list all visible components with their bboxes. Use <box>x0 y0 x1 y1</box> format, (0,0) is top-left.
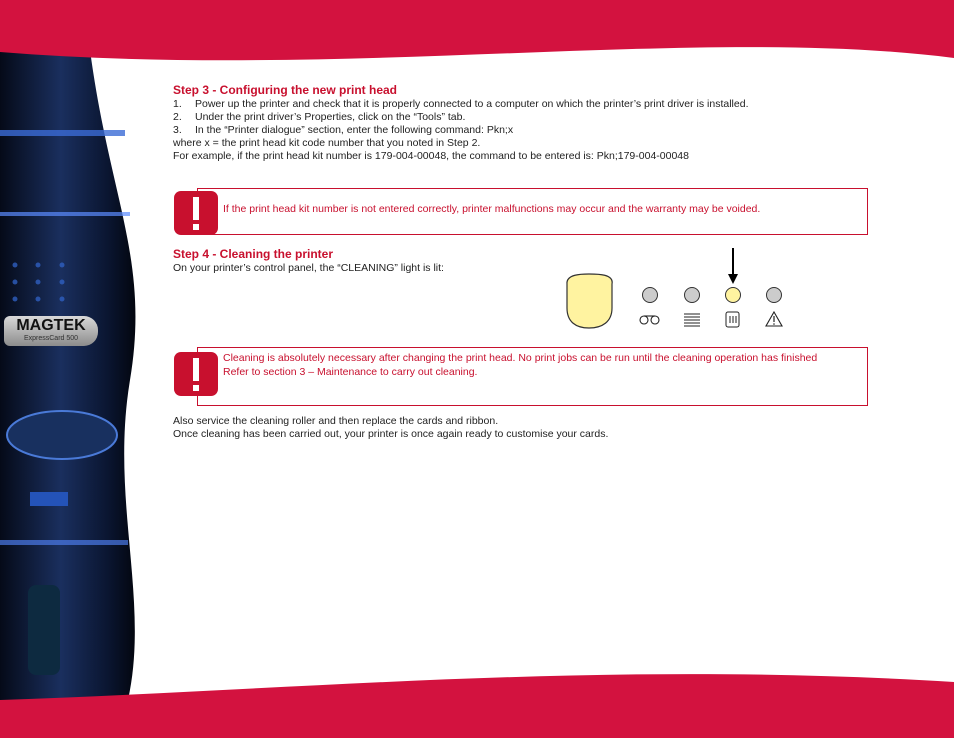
warning-box-2 <box>197 347 868 406</box>
step4-title: Step 4 - Cleaning the printer <box>173 247 334 261</box>
example-line: For example, if the print head kit number is 179-004-00048, the command to be entered is: Pkn;179-004-00048 <box>173 150 689 162</box>
step4-intro: On your printer’s control panel, the “CLEANING” light is lit: <box>173 262 444 274</box>
list-text: In the “Printer dialogue” section, enter the following command: Pkn;x <box>195 124 514 136</box>
bottom-banner <box>0 674 954 738</box>
warning-icon <box>766 312 782 326</box>
warning-box-1 <box>197 188 868 235</box>
step3-title: Step 3 - Configuring the new print head <box>173 83 397 97</box>
warning-text-1: If the print head kit number is not entered correctly, printer malfunctions may occur and the warranty may be voided. <box>223 203 761 215</box>
printer-photo <box>0 50 135 700</box>
list-text: Under the print driver’s Properties, click on the “Tools” tab. <box>195 111 466 123</box>
list-text: Power up the printer and check that it is properly connected to a computer on which the printer’s print driver is installed. <box>195 98 749 110</box>
panel-main-button <box>567 274 612 328</box>
list-item <box>173 124 873 137</box>
cleaning-icon <box>726 312 739 327</box>
card-light <box>685 288 700 303</box>
brand-logo <box>4 316 98 346</box>
closing-line-2: Once cleaning has been carried out, your printer is once again ready to customise your cards. <box>173 428 609 440</box>
brand-model: ExpressCard 500 <box>23 335 79 342</box>
top-banner <box>0 0 954 60</box>
exclamation-icon <box>174 191 218 235</box>
control-panel-illustration <box>562 246 802 332</box>
error-light <box>767 288 782 303</box>
list-item <box>173 111 873 124</box>
warning-text-2b: Refer to section 3 – Maintenance to carry out cleaning. <box>223 366 478 378</box>
closing-line-1: Also service the cleaning roller and then replace the cards and ribbon. <box>173 415 499 427</box>
ribbon-light <box>643 288 658 303</box>
warning-text-2a: Cleaning is absolutely necessary after changing the print head. No print jobs can be run until the cleaning operation has finished <box>223 352 818 364</box>
exclamation-icon <box>174 352 218 396</box>
card-icon <box>684 314 700 326</box>
where-line: where x = the print head kit code number that you noted in Step 2. <box>173 137 481 149</box>
cleaning-light <box>726 288 741 303</box>
list-number: 2. <box>173 111 182 123</box>
list-item <box>173 98 873 111</box>
list-number: 3. <box>173 124 182 136</box>
ribbon-icon <box>640 316 659 324</box>
brand-name: MAGTEK <box>16 317 86 334</box>
list-number: 1. <box>173 98 182 110</box>
arrow-down-icon <box>728 248 738 284</box>
